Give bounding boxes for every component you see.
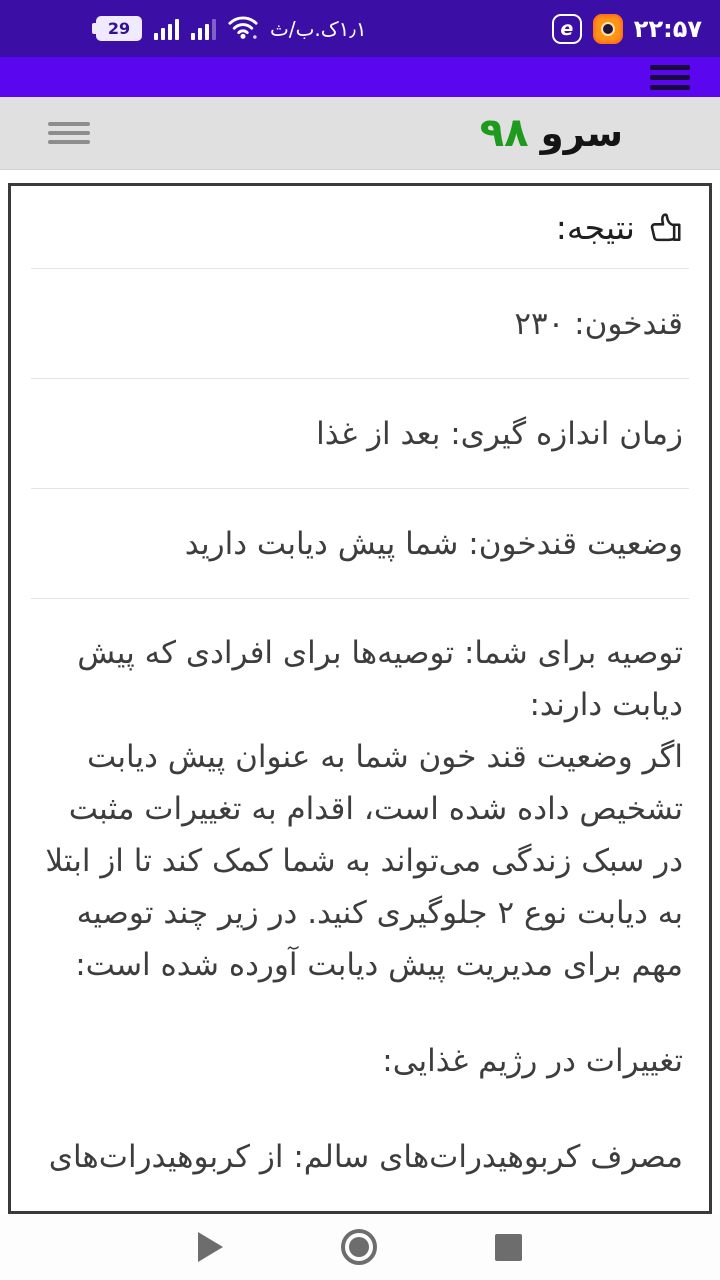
result-row-label: زمان اندازه گیری: بعد از غذا: [316, 415, 683, 452]
clock: ۲۲:۵۷: [633, 14, 702, 43]
wifi-icon: [228, 15, 258, 43]
diet-heading: تغییرات در رژیم غذایی:: [382, 1043, 683, 1079]
battery-percent: 29: [96, 16, 142, 41]
result-row-label: قندخون: ۲۳۰: [514, 305, 683, 342]
android-nav-bar: [0, 1214, 720, 1280]
result-row-label: وضعیت قندخون: شما پیش دیابت دارید: [184, 525, 683, 562]
network-speed-text: ۱٫۱ک.ب/ث: [270, 16, 367, 41]
battery-icon: [92, 16, 142, 41]
recents-button[interactable]: [495, 1234, 522, 1261]
thumbs-up-icon: [647, 209, 683, 245]
result-row-measure-time: [37, 379, 683, 488]
result-row-blood-sugar: [37, 269, 683, 378]
screen-record-icon: [593, 14, 623, 44]
drawer-hamburger-button[interactable]: [48, 122, 90, 144]
signal-bars-2-icon: [191, 18, 216, 40]
home-button[interactable]: [341, 1229, 377, 1265]
signal-bars-icon: [154, 18, 179, 40]
menu-hamburger-button[interactable]: [650, 65, 690, 90]
status-bar: [0, 0, 720, 57]
result-card: [8, 183, 712, 1214]
result-heading: نتیجه:: [555, 207, 635, 247]
top-menu-bar: [0, 57, 720, 97]
eitaa-notification-icon: e: [552, 14, 582, 44]
advice-intro: توصیه برای شما: توصیه‌ها برای افرادی که پیش دیابت دارند:: [77, 635, 683, 723]
app-header: [0, 97, 720, 170]
diet-line: مصرف کربوهیدرات‌های سالم: از کربوهیدرات‌های: [48, 1139, 683, 1175]
status-bar-right: [552, 14, 702, 44]
result-row-status: [37, 489, 683, 598]
advice-body: اگر وضعیت قند خون شما به عنوان پیش دیابت تشخیص داده شده است، اقدام به تغییرات مثبت در سبک زندگی می‌تواند به شما کمک کند تا از ابتلا به دیابت نوع ۲ جلوگیری کنید. در زیر چند توصیه مهم برای مدیریت پیش دیابت آورده شده است:: [45, 739, 683, 983]
result-heading-row: [37, 186, 683, 268]
status-bar-left: [92, 15, 367, 43]
divider: [31, 598, 689, 599]
app-logo: [480, 110, 623, 156]
app-logo-number: ۹۸: [479, 110, 529, 156]
back-button[interactable]: [198, 1232, 223, 1262]
app-logo-word: سرو: [540, 112, 623, 155]
